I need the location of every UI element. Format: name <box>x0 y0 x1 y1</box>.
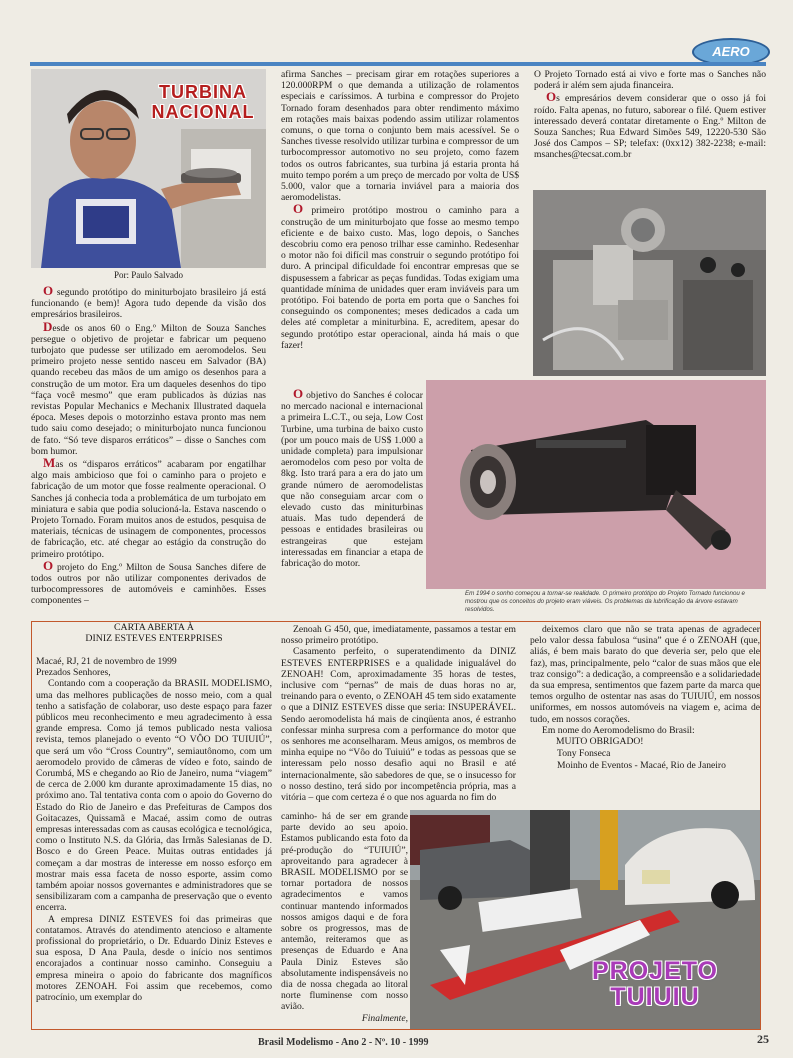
article-col2-lower-paragraph <box>281 388 423 569</box>
tuiuiu-title-line-1: PROJETO <box>591 957 719 985</box>
letter-col3-paragraph: Em nome do Aeromodelismo do Brasil: <box>542 724 695 736</box>
letter-column-2 <box>281 624 516 810</box>
letter-closing-word: Finalmente, <box>361 1012 408 1024</box>
letter-column-3 <box>530 624 760 764</box>
page-number: 25 <box>757 1032 769 1046</box>
article-column-2-lower <box>281 388 423 615</box>
paragraph-text: as os “disparos erráticos” acabaram por engatilhar algo mais ambicioso que foi o caminho para o projeto e fabricação de um motor que fosse realmente operacional. O Sanches já conhecia toda a problemática de um turbojato em miniatura e sabia que podia solucioná-la. Estava nascendo o Projeto Tornado. Foram muitos anos de estudos, pesquisa de materiais, técnicas de usinagem de componentes, processos de fabricação, etc. até chegar ao estágio da construção do primeiro protótipo. <box>31 459 266 560</box>
tuiuiu-photo-title <box>560 958 750 1010</box>
paragraph-text: afirma Sanches – precisam girar em rotações superiores a 120.000RPM o que demanda a utilização de rolamentos especiais e caríssimos. A turbina e compressor do Projeto Tornado foram desenhados para obter rendimento máximo em rotações mais baixas podendo assim utilizar rolamentos comuns, o que torna o conjunto bem mais acessível. Se o Sanches tivesse resolvido utilizar turbina e compressor de um turbocompressor automotivo no seu projeto, como fazem todos os outros fabricantes, sua turbina já estaria pronta há muito tempo porém a um preço de mercado por volta de US$ 5.000, valor que a tornaria inviável para a maioria dos aeromodelistas. <box>281 69 519 204</box>
drop-letter: O <box>546 89 557 105</box>
drop-letter: D <box>43 318 53 334</box>
article-col1-paragraph <box>31 318 266 457</box>
letter-column-1-body <box>36 678 272 1003</box>
letter-title-line-1: CARTA ABERTA À <box>114 622 194 633</box>
letter-signature <box>557 748 757 772</box>
article-col1-paragraph <box>31 285 266 321</box>
paragraph-text: segundo protótipo do miniturbojato brasileiro já está funcionando (e bem)! Agora tudo depende da visão dos empresários brasileiros. <box>31 287 266 321</box>
article-column-1 <box>31 285 266 615</box>
test-bench-illustration <box>533 190 766 376</box>
letter-column-1 <box>36 656 272 1028</box>
engine-caption: Em 1994 o sonho começou a tornar-se realidade. O primeiro protótipo do Projeto Tornado funcionou e mostrou que os conceitos do projeto eram viáveis. Os problemas da lubrificação da árvore estavam resolvidos. <box>465 590 745 613</box>
test-bench-photo <box>533 190 766 376</box>
letter-col1-paragraph: Contando com a cooperação da BRASIL MODELISMO, uma das melhores publicações de nosso meio, com a qual tenho a satisfação de colaborar, uso deste espaço para fazer públicos meu reconhecimento e meu agradecimento à essa grande empresa. Como já temos publicado nesta valiosa revista, temos planejado o evento “O VÔO DO TUIUIÚ”, que será um vôo “Cross Country”, semiautônomo, com um aeromodelo provido de câmeras de vídeo e foto, saindo de Corumbá, MS e chegando ao Rio de Janeiro, numa “viagem” de cerca de 2.000 km durante aproximadamente 15 dias, no próximo ano. Tal tentativa conta com o apoio do Governo do Estado do Rio de Janeiro e das Prefeituras de Campos dos Goitacazes, Quissamã e Macaé, assim como de outras empresas interessadas com as causas ecológica e tecnológica, como o Instituto N.S. da Glória, das Irmãs Salesianas de D. Bosco e do Green Peace. Muitas outras entidades já começam a dar mostras de interesse em nosso esforço em mostrar mais essa faceta de nosso esporte, assim como também apoiar nossos governantes e administradores que se sensibilizaram com a campanha de preservação que o evento encerra. <box>36 678 272 914</box>
article-col1-paragraph <box>31 457 266 560</box>
paragraph-text: objetivo do Sanches é colocar no mercado nacional e internacional a primeira L.C.T., ou seja, Low Cost Turbine, uma turbina de baixo custo (por um pouco mais de US$ 1.000 a unidade completa) para impulsionar aeromodelos com peso por volta de 8kg. Isto trará para a era do jato um grande número de aeromodelistas que não conseguiam arcar com o elevado custo das miniturbinas atuais. Mas tudo dependerá de pessoas e entidades brasileiras ou estrangeiras que estejam interessadas em financiar a etapa de fabricação do motor. <box>281 390 423 570</box>
signer-name: Tony Fonseca <box>557 748 611 759</box>
tuiuiu-title-line-2: TUIUIU <box>610 983 700 1011</box>
letter-col2-paragraph: Casamento perfeito, o superatendimento da DINIZ ESTEVES ENTERPRISES e a qualidade inigualável do ZENOAH! Com, aproximadamente 35 horas de testes, inclusive com “pernas” de mais de duas horas no ar, treinando para o evento, o ZENOAH 45 tem sido exatamente o que a DINIZ ESTEVES disse que seria: INSUPERÁVEL. Sendo aeromodelista há mais de cinqüenta anos, é estranho confessar minha surpresa com a performance do motor que os senhores me aconselharam. Meus amigos, os membros de minha equipe no “Vôo do Tuiuiú” e todas as pessoas que se interessam pelo nosso desafio aqui no Brasil e até internacionalmente, são sabedores de que, se o insucesso for o nosso destino, terá sido por incompetência própria, mas a vitória – que com certeza é o que nos aguarda no fim do <box>281 646 516 804</box>
article-col2-paragraph <box>281 203 519 351</box>
paragraph-text: primeiro protótipo mostrou o caminho para a construção de um miniturbojato que fosse ao mesmo tempo eficiente e de baixo custo. Mas, logo depois, o Sanches descobriu como era penoso trilhar esse caminho. Redesenhar o motor não foi difícil mas construir o segundo protótipo foi duro. A principal dificuldade foi encontrar empresas que se dispusessem a fabricar as peças fundidas. Todas exigiam uma quantidade mínima de unidades quer eram inviáveis para um protótipo. Foi batendo de porta em porta que o Sanches foi conseguindo os componentes; meses dedicados a cada um deles até completar a miniturbina. E, acreditem, apesar do segundo protótipo estar operacional, ainda há mais o que fazer! <box>281 205 519 351</box>
magazine-info: Brasil Modelismo - Ano 2 - Nº. 10 - 1999 <box>258 1037 429 1048</box>
drop-letter: O <box>293 388 304 401</box>
letter-title <box>36 622 272 644</box>
letter-col2-paragraph: Zenoah G 450, que, imediatamente, passamos a testar em nosso primeiro protótipo. <box>281 624 516 647</box>
engine-photo <box>426 380 766 589</box>
drop-letter: M <box>43 455 56 471</box>
article-column-2 <box>281 69 519 387</box>
article-col3-paragraph <box>534 69 766 91</box>
headline-line-1: TURBINA <box>159 82 247 102</box>
article-headline <box>143 82 263 122</box>
paragraph-text: projeto do Eng.º Milton de Sousa Sanches difere de todos outros por não utilizar componentes derivados de turbocompressores de automóveis e caminhões. Esses componentes – <box>31 561 266 607</box>
article-column-3 <box>534 69 766 187</box>
article-col1-paragraph <box>31 557 266 607</box>
drop-letter: O <box>293 201 304 217</box>
section-badge: AERO <box>692 38 770 66</box>
engine-illustration <box>426 380 766 589</box>
letter-column-2-lower-text: caminho- há de ser em grande parte devido ao seu apoio. Estamos publicando esta foto da pré-produção do “TUIUIÚ”, aproveitando para agradecer à BRASIL MODELISMO por se tornar portadora de nossos agradecimentos e vamos continuar mantendo informados nossos amigos daqui e de fora sobre os progressos, mas de antemão, reiteramos que as presenças de Eduardo e Ana Paula Diniz Esteves são absolutamente indispensáveis no dia de nossa chegada ao litoral norte fluminense com nosso avião. <box>281 811 408 1013</box>
letter-thanks: MUITO OBRIGADO! <box>556 736 644 748</box>
paragraph-text: O Projeto Tornado está ai vivo e forte mas o Sanches não poderá ir além sem ajuda financeira. <box>534 69 766 92</box>
drop-letter: O <box>43 557 54 573</box>
paragraph-text: s empresários devem considerar que o osso já foi roído. Falta apenas, no futuro, saborear o filé. Quem estiver interessado deverá contatar diretamente o Eng.º Milton de Souza Sanches; Rua Edward Simões 549, 12220-530 São José dos Campos – SP; telefax: (0xx12) 382-2238; e-mail: msanches@tecsat.com.br <box>534 93 766 161</box>
headline-line-2: NACIONAL <box>151 102 255 122</box>
paragraph-text: esde os anos 60 o Eng.º Milton de Souza Sanches persegue o objetivo de projetar e fabricar um pequeno turbojato que pudesse ser utilizado em aeromodelos. Seu primeiro projeto nesse sentido nasceu em Salvador (BA) quando recebeu das mãos de um amigo os desenhos para a construção de um motor. Era um daqueles desenhos do tipo “faça você mesmo” que eram publicados às dúzias nas revistas Popular Mechanics e Mechanix Illustrated daquela época. Meses depois o motorzinho estava pronto mas nem tudo saiu como desejado; o miniturbojato nunca funcionou de fato. “Só teve disparos erráticos” – disse o Sanches com bom humor. <box>31 322 266 457</box>
signer-org: Moinho de Eventos - Macaé, Rio de Janeiro <box>557 760 726 771</box>
letter-salutation: Prezados Senhores, <box>36 667 111 679</box>
article-col3-paragraph <box>534 91 766 160</box>
letter-column-2-lower <box>281 811 408 1028</box>
letter-date: Macaé, RJ, 21 de novembro de 1999 <box>36 656 177 667</box>
photo-credit: Por: Paulo Salvado <box>114 270 183 280</box>
letter-col1-paragraph: A empresa DINIZ ESTEVES foi das primeiras que contatamos. Através do atendimento atencioso e altamente profissional do proprietário, o Dr. Eduardo Diniz Esteves e sua esposa, D Ana Paula, desde o início nos sentimos encorajados a continuar nosso caminho. Conseguiu a empresa mineira o apoio do fabricante dos magníficos motores ZENOAH. Foi assim que recebemos, como patrocínio, um exemplar do <box>36 913 272 1004</box>
article-col2-paragraph <box>281 69 519 203</box>
header-rule <box>30 62 766 66</box>
drop-letter: O <box>43 285 54 298</box>
letter-title-line-2: DINIZ ESTEVES ENTERPRISES <box>85 633 223 644</box>
letter-col3-paragraph: deixemos claro que não se trata apenas de agradecer pelo valor dessa fabulosa “usina” que é o ZENOAH (que, aliás, é bem mais barato do que deveria ser, pelo que ele faz), mas, principalmente, pelo “calor de suas mãos que ele traz consigo”: a dedicação, a compreensão e a solidariedade da sua empresa, sentimentos que fazem parte da marca que temos orgulho de ostentar nas asas do TUIUIÚ, em nossos uniformes, em nossos automóveis na viagem e, acima de tudo, em nossos corações. <box>530 624 760 725</box>
